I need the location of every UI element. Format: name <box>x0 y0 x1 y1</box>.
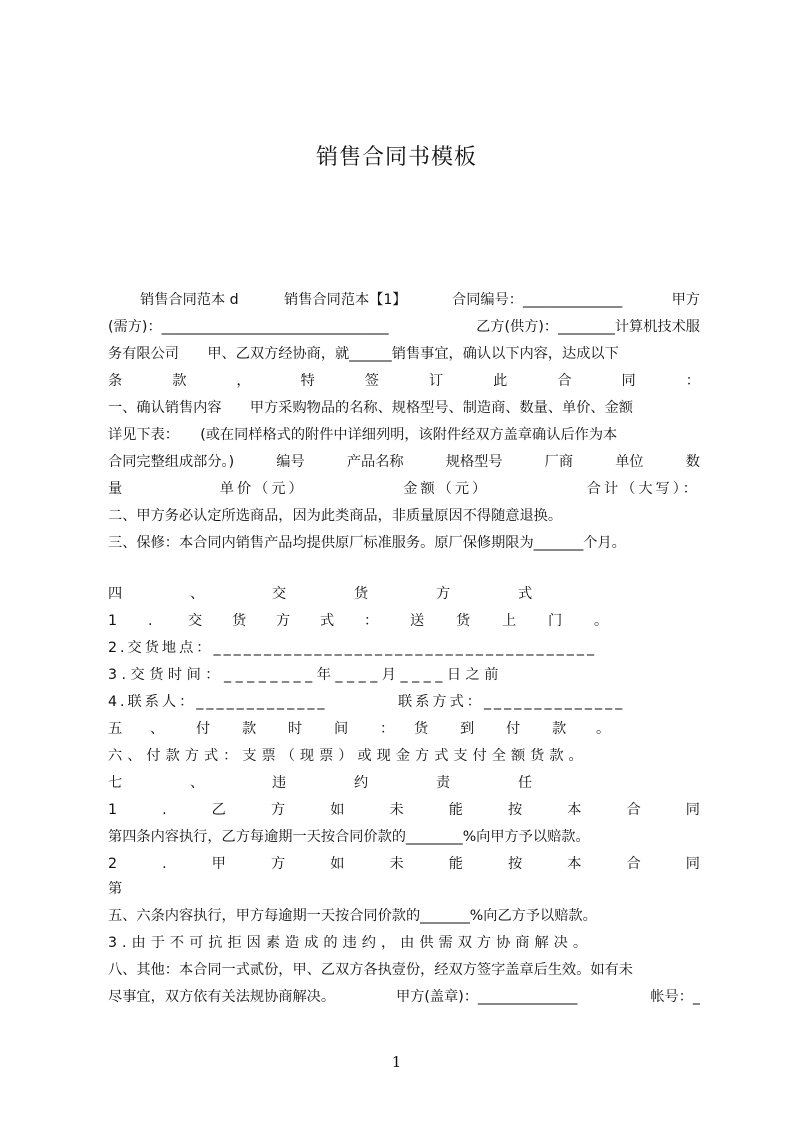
penalty-3-line: 3.由于不可抗拒因素造成的违约，由供需双方协商解决。 <box>108 935 593 951</box>
spread-char: 能 <box>448 856 463 872</box>
spread-char: 方 <box>270 856 286 872</box>
spread-char: 方 <box>270 802 286 818</box>
column-header: 合计（大写）： <box>586 481 700 497</box>
penalty-1-line-a <box>108 797 700 823</box>
spread-char: 1 <box>108 613 118 629</box>
section-1-line-4 <box>108 476 700 502</box>
spread-char: 按 <box>508 856 523 872</box>
spread-char: 本 <box>567 856 582 872</box>
spread-char: 甲 <box>211 856 226 872</box>
party-a-field: (需方)：________________________________ <box>108 319 389 335</box>
document-title: 销售合同书模板 <box>315 145 477 170</box>
penalty-2-line-a <box>108 851 700 877</box>
spread-char: 付 <box>196 721 211 737</box>
spread-char: 。 <box>596 721 611 737</box>
spread-char: ， <box>236 373 251 389</box>
spread-char: 交 <box>188 613 203 629</box>
column-header: 产品名称 <box>346 454 404 470</box>
spread-char: 合 <box>626 802 641 818</box>
spread-char: 式 <box>320 613 335 629</box>
intro-line-1-d: 甲方 <box>671 292 700 308</box>
spread-char: 送 <box>410 613 425 629</box>
spread-char: 货 <box>354 586 369 602</box>
spread-char: 、 <box>190 586 205 602</box>
spread-char: 签 <box>364 373 379 389</box>
column-header: 单价（元） <box>219 481 306 497</box>
contact-person-field: 4.联系人：_____________ <box>108 694 328 710</box>
spread-char: 未 <box>389 802 404 818</box>
spread-char: 时 <box>288 721 303 737</box>
column-header: 编号 <box>276 454 305 470</box>
spread-char: 间 <box>334 721 349 737</box>
spread-char: 款 <box>242 721 257 737</box>
party-b-field: 乙方(供方)：________计算机技术服 <box>476 319 700 335</box>
spread-char: ： <box>364 613 379 629</box>
intro-line-1-b: 销售合同范本【1】 <box>284 292 407 308</box>
section-4-heading <box>108 581 700 607</box>
spread-char: ： <box>380 721 395 737</box>
spread-char: 到 <box>460 721 475 737</box>
contract-number: 合同编号：______________ <box>452 292 623 308</box>
party-a-seal-field: 甲方(盖章)：______________ <box>396 989 578 1005</box>
penalty-1-line-b: 第四条内容执行，乙方每逾期一天按合同价款的________%向甲方予以赔款。 <box>108 829 590 845</box>
penalty-2-line-b: 第 <box>108 881 123 897</box>
spread-char: 特 <box>300 373 315 389</box>
spread-char: 同 <box>685 856 700 872</box>
section-3: 三、保修：本合同内销售产品均提供原厂标准服务。原厂保修期限为_______个月。 <box>108 535 626 551</box>
column-header: 规格型号 <box>445 454 503 470</box>
section-8-line-2 <box>108 984 700 1010</box>
spread-char: . <box>148 613 153 629</box>
spread-char: 款 <box>172 373 187 389</box>
column-header: 量 <box>108 481 123 497</box>
section-1-line-2: 详见下表： (或在同样格式的附件中详细列明，该附件经双方盖章确认后作为本 <box>108 427 618 443</box>
contact-line <box>108 689 700 715</box>
column-header: 厂商 <box>544 454 574 470</box>
delivery-location-line: 2.交货地点：______________________________________ <box>108 640 598 656</box>
spread-char: 如 <box>330 856 345 872</box>
table-intro-text: 合同完整组成部分。) <box>108 454 235 470</box>
spread-char: 乙 <box>211 802 226 818</box>
spread-char: 门 <box>548 613 563 629</box>
spread-char: 同 <box>685 802 700 818</box>
contact-method-field: 联系方式：______________ <box>398 694 626 710</box>
spread-char: 四 <box>108 586 123 602</box>
section-1-line-1: 一、确认销售内容 甲方采购物品的名称、规格型号、制造商、数量、单价、金额 <box>108 400 633 416</box>
spread-char: 付 <box>506 721 521 737</box>
spread-char: 未 <box>389 856 404 872</box>
spread-char: 违 <box>272 775 287 791</box>
page-number: 1 <box>391 1053 402 1071</box>
spread-char: 、 <box>150 721 165 737</box>
spread-char: 方 <box>276 613 291 629</box>
spread-char: 按 <box>508 802 523 818</box>
account-number-field: 帐号：_ <box>650 989 700 1005</box>
intro-line-4 <box>108 368 700 394</box>
spread-char: 同 <box>621 373 636 389</box>
penalty-2-line-c: 五、六条内容执行，甲方每逾期一天按合同价款的_______%向乙方予以赔款。 <box>108 908 597 924</box>
delivery-time-line: 3.交货时间：________年____月____日之前 <box>108 667 503 683</box>
section-7-heading <box>108 770 700 796</box>
section-6: 六、付款方式：支票（现票）或现金方式支付全额货款。 <box>108 748 588 764</box>
spread-char: 、 <box>190 775 205 791</box>
section-2: 二、甲方务必认定所选商品，因为此类商品，非质量原因不得随意退换。 <box>108 508 563 524</box>
column-header: 数 <box>685 454 700 470</box>
spread-char: ： <box>685 373 700 389</box>
spread-char: 方 <box>436 586 451 602</box>
spread-char: 订 <box>428 373 444 389</box>
spread-char: 责 <box>436 775 451 791</box>
spread-char: 1 <box>108 802 118 818</box>
spread-char: 五 <box>108 721 123 737</box>
spread-char: 式 <box>518 586 533 602</box>
section-1-line-3 <box>108 449 700 475</box>
intro-line-2 <box>108 314 700 340</box>
spread-char: 能 <box>448 802 463 818</box>
section-8-line-1: 八、其他：本合同一式贰份，甲、乙双方各执壹份，经双方签字盖章后生效。如有未 <box>108 962 633 978</box>
spread-char: 合 <box>626 856 641 872</box>
spread-char: . <box>162 856 167 872</box>
spread-char: 约 <box>354 775 369 791</box>
spread-char: 。 <box>594 613 609 629</box>
spread-char: 条 <box>108 373 123 389</box>
column-header: 单位 <box>615 454 644 470</box>
delivery-method-line <box>108 608 700 634</box>
spread-char: . <box>162 802 167 818</box>
intro-line-1-a: 销售合同范本 d <box>140 292 239 308</box>
section-8-line-2-text: 尽事宜，双方依有关法规协商解决。 <box>108 989 336 1005</box>
intro-line-1 <box>108 287 700 313</box>
spread-char: 货 <box>414 721 429 737</box>
column-header: 金额（元） <box>403 481 490 497</box>
spread-char: 合 <box>557 373 572 389</box>
spread-char: 货 <box>232 613 247 629</box>
spread-char: 此 <box>493 373 508 389</box>
spread-char: 本 <box>567 802 582 818</box>
section-5 <box>108 716 700 742</box>
spread-char: 款 <box>552 721 567 737</box>
spread-char: 如 <box>330 802 345 818</box>
intro-line-3: 务有限公司 甲、乙双方经协商，就______销售事宜，确认以下内容，达成以下 <box>108 346 619 362</box>
spread-char: 2 <box>108 856 118 872</box>
spread-char: 货 <box>456 613 471 629</box>
spread-char: 七 <box>108 775 123 791</box>
spread-char: 交 <box>272 586 287 602</box>
spread-char: 上 <box>502 613 517 629</box>
spread-char: 任 <box>518 775 533 791</box>
